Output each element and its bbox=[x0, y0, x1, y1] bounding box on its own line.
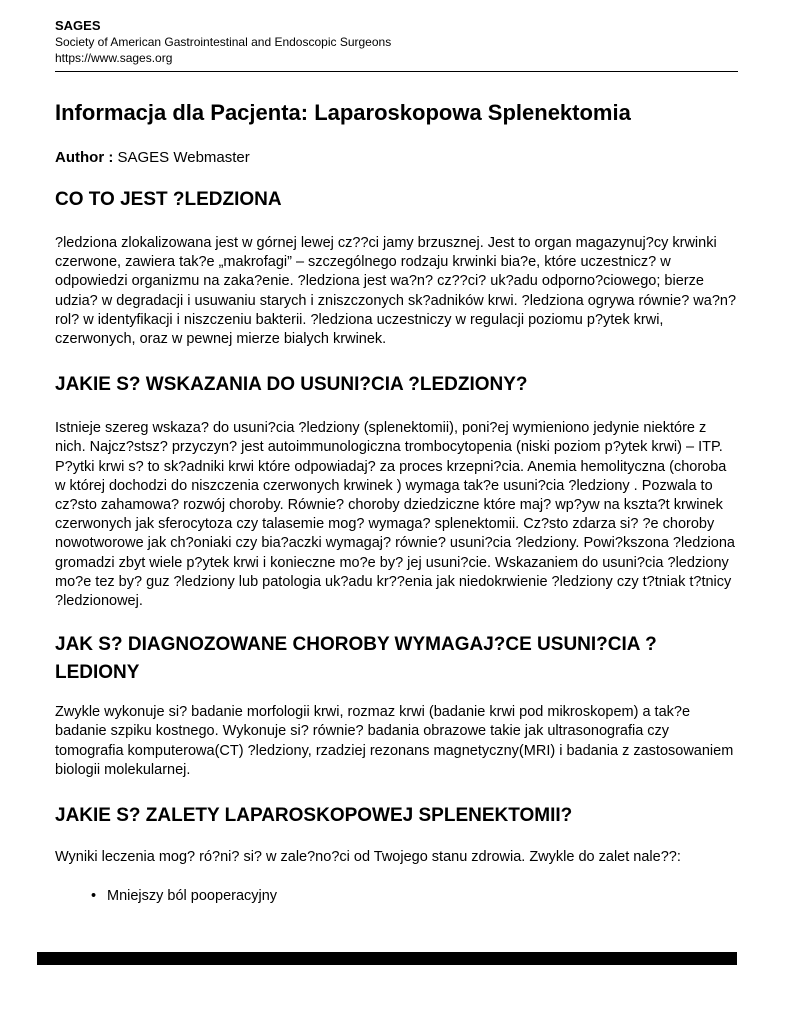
site-header bbox=[55, 18, 738, 66]
author-label: Author : bbox=[55, 149, 114, 166]
section-heading: JAKIE S? WSKAZANIA DO USUNI?CIA ?LEDZIONY? bbox=[55, 374, 528, 396]
section-heading: JAK S? DIAGNOZOWANE CHOROBY WYMAGAJ?CE USUNI?CIA ?LEDIONY bbox=[55, 634, 657, 684]
section-heading: CO TO JEST ?LEDZIONA bbox=[55, 189, 282, 210]
footer-bar bbox=[37, 952, 737, 965]
section-body: Wyniki leczenia mog? ró?ni? si? w zale?no?ci od Twojego stanu zdrowia. Zwykle do zalet nale??: bbox=[55, 849, 681, 866]
author-name: SAGES Webmaster bbox=[117, 149, 250, 166]
list-item bbox=[91, 887, 738, 906]
section-body: Zwykle wykonuje si? badanie morfologii krwi, rozmaz krwi (badanie krwi pod mikroskopem) a tak?e badanie szpiku kostnego. Wykonuje si? równie? badania obrazowe takie jak ultrasonografia czy tomografia komputerowa(CT) ?ledziony, rzadziej rezonans magnetyczny(MRI) i badania z zastosowaniem biologii molekularnej. bbox=[55, 704, 734, 778]
advantages-list bbox=[55, 887, 738, 906]
list-item-text: Mniejszy ból pooperacyjny bbox=[107, 888, 278, 905]
article-title: Informacja dla Pacjenta: Laparoskopowa Splenektomia bbox=[55, 100, 631, 125]
article bbox=[55, 98, 738, 906]
site-name: SAGES bbox=[55, 18, 101, 33]
section-heading: JAKIE S? ZALETY LAPAROSKOPOWEJ SPLENEKTOMII? bbox=[55, 805, 573, 827]
section-body: Istnieje szereg wskaza? do usuni?cia ?ledziony (splenektomii), poni?ej wymieniono jedynie niektóre z nich. Najcz?stsz? przyczyn? jest autoimmunologiczna trombocytopenia (niski poziom p?ytek krwi) – ITP. P?ytki krwi s? to sk?adniki krwi które odpowiadaj? za proces krzepni?cia. Anemia hemolityczna (choroba w której dochodzi do niszczenia czerwonych krwinek ) wymaga tak?e usuni?cia ?ledziony . Pozwala to cz?sto zahamowa? rozwój choroby. Równie? choroby dziedziczne które maj? wp?yw na kszta?t krwinek czerwonych jak sferocytoza czy talasemie mog? wymaga? splenektomii. Cz?sto zdarza si? ?e choroby nowotworowe jak ch?oniaki czy bia?aczki wymagaj? równie? usuni?cia ?ledziony. Powi?kszona ?ledziona gromadzi zbyt wiele p?ytek krwi i konieczne mo?e by? jej usuni?cie. Wskazaniem do usuni?cia ?ledziony mo?e tez by? guz ?ledziony lub patologia uk?adu kr??enia jak niedokrwienie ?ledziony czy t?tniak t?tnicy ?ledzionowej. bbox=[55, 420, 735, 610]
society-name: Society of American Gastrointestinal and Endoscopic Surgeons bbox=[55, 35, 392, 49]
site-url[interactable]: https://www.sages.org bbox=[55, 51, 173, 65]
section-body: ?ledziona zlokalizowana jest w górnej lewej cz??ci jamy brzusznej. Jest to organ magazynuj?cy krwinki czerwone, zawiera tak?e „makrofagi” – szczególnego rodzaju krwinki bia?e, które uczestnicz? w odpowiedzi organizmu na zaka?enie. ?ledziona jest wa?n? cz??ci? uk?adu odporno?ciowego; bierze udzia? w degradacji i usuwaniu starych i zniszczonych sk?adników krwi. ?ledziona ogrywa równie? wa?n? rol? w identyfikacji i niszczeniu bakterii. ?ledziona uczestniczy w regulacji poziomu p?ytek krwi, czerwonych, oraz w pewnej mierze bialych krwinek. bbox=[55, 235, 737, 348]
bullet-icon: • bbox=[91, 888, 97, 905]
header-divider bbox=[55, 71, 738, 72]
author-line bbox=[55, 148, 738, 168]
